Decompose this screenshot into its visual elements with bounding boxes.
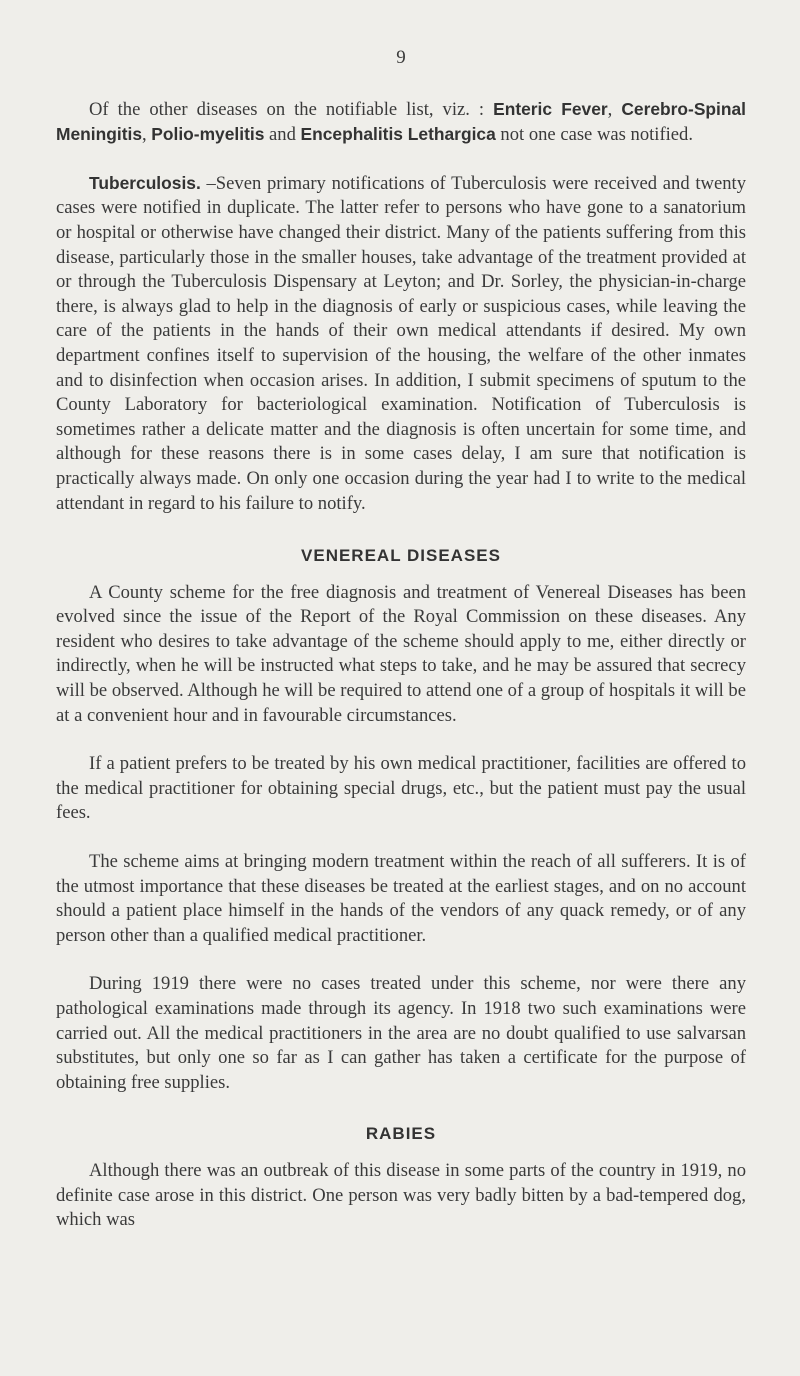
tuberculosis-heading: Tuberculosis. [89, 172, 201, 193]
notifiable-outro: not one case was notified. [495, 124, 694, 146]
venereal-paragraph-1: A County scheme for the free diagnosis and treatment of Venereal Diseases has been evolved since the issue of the Report of the Royal Commission on these diseases. Any resident who desires to take advantage of the scheme should apply to me, either directly or indirectly, when he will be instructed what steps to take, and he may be assured that secrecy will be observed. Although he will be required to attend one of a group of hospitals it will be at a convenient hour and in favourable circumstances. [56, 581, 746, 726]
disease-encephalitis-lethargica: Encephalitis Lethargica [300, 124, 496, 145]
page-number: 9 [396, 47, 406, 68]
venereal-diseases-heading: VENEREAL DISEASES [301, 546, 501, 566]
venereal-paragraph-3: The scheme aims at bringing modern treatment within the reach of all sufferers. It is of the utmost importance that these diseases be treated at the earliest stages, and on no account should a patient place himself in the hands of the vendors of any quack remedy, or of any person other than a qualified medical practitioner. [56, 851, 746, 946]
notifiable-separator-1: , [607, 98, 622, 120]
venereal-paragraph-2: If a patient prefers to be treated by his own medical practitioner, facilities are offered to the medical practitioner for obtaining special drugs, etc., but the patient must pay the usual fees. [56, 753, 746, 824]
disease-polio-myelitis: Polio-myelitis [151, 124, 265, 145]
disease-enteric-fever: Enteric Fever [493, 98, 608, 119]
tuberculosis-paragraph [56, 171, 746, 516]
rabies-paragraph-1: Although there was an outbreak of this disease in some parts of the country in 1919, no definite case arose in this district. One person was very badly bitten by a bad-tempered dog, which was [56, 1159, 746, 1231]
notifiable-separator-3: and [264, 124, 301, 146]
notifiable-separator-2: , [142, 124, 152, 146]
notifiable-intro: Of the other diseases on the notifiable list, viz. : [89, 98, 494, 120]
venereal-paragraph-4: During 1919 there were no cases treated under this scheme, nor were there any pathological examinations made through its agency. In 1918 two such examinations were carried out. All the medical practitioners in the area are no doubt qualified to use salvarsan substitutes, but only one so far as I can gather has taken a certificate for the purpose of obtaining free supplies. [56, 973, 746, 1093]
tuberculosis-text: –Seven primary notifications of Tuberculosis were received and twenty cases were notified in duplicate. The latter refer to persons who have gone to a sanatorium or hospital or otherwise have changed their district. Many of the patients suffering from this disease, particularly those in the smaller houses, take advantage of the treatment provided at or through the Tuberculosis Dispensary at Leyton; and Dr. Sorley, the physician-in-charge there, is always glad to help in the diagnosis of early or suspicious cases, while leaving the care of the patients in the hands of their own medical attendants if desired. My own department confines itself to supervision of the housing, the welfare of the other inmates and to disinfection when occasion arises. In addition, I submit specimens of sputum to the County Laboratory for bacteriological examination. Notification of Tuberculosis is sometimes rather a delicate matter and the diagnosis is often uncertain for some time, and although for these reasons there is in some cases delay, I am sure that notification is practically always made. On only one occasion during the year had I to write to the medical attendant in regard to his failure to notify. [56, 172, 746, 514]
rabies-heading: RABIES [365, 1124, 437, 1144]
notifiable-diseases-paragraph [56, 97, 746, 148]
disease-cerebro-spinal-meningitis: Cerebro-Spinal Meningitis [56, 98, 746, 145]
